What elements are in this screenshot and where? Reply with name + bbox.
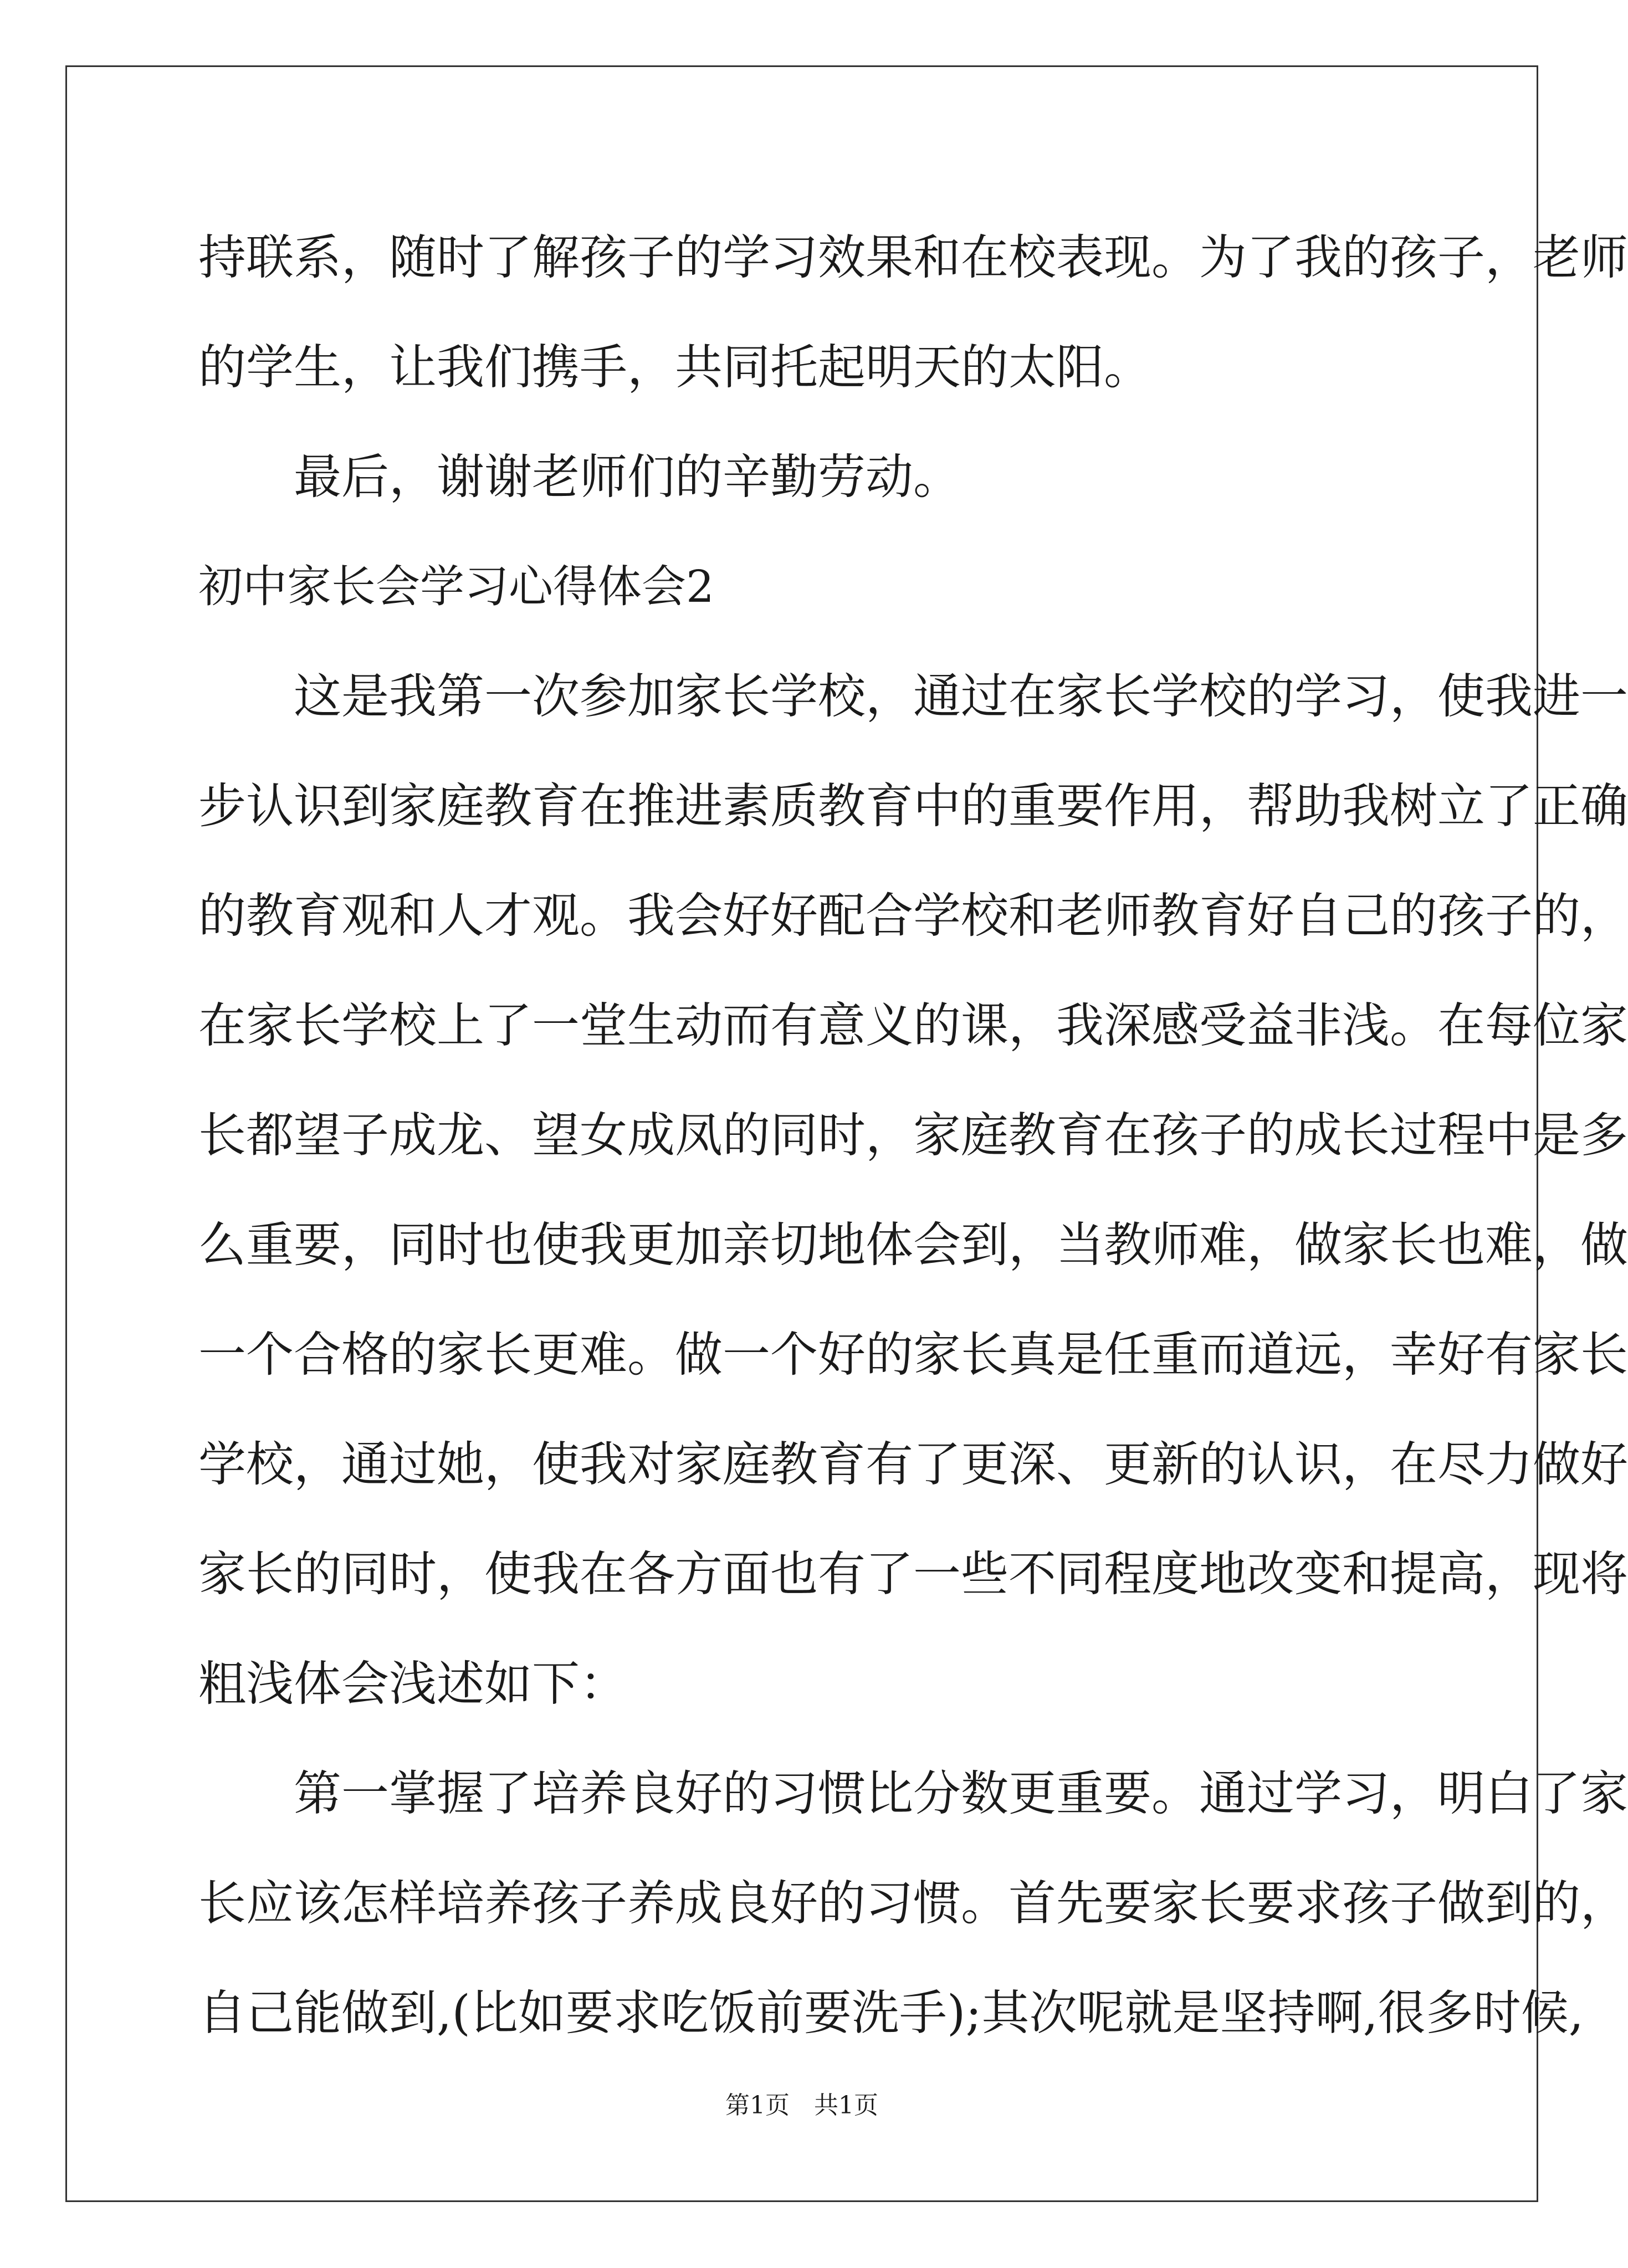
text-line: 一 个 合 格 的 家 长 更 难 。 做 一 个 好 的 家 长 真 是 任 重 而 道 远 ， 幸 好 有 家 长	[198, 1327, 1628, 1383]
document-body	[198, 203, 1628, 2068]
text-line: 步 认 识 到 家 庭 教 育 在 推 进 素 质 教 育 中 的 重 要 作 用 ， 帮 助 我 树 立 了 正 确	[198, 779, 1628, 834]
text-line: 在 家 长 学 校 上 了 一 堂 生 动 而 有 意 义 的 课 ， 我 深 感 受 益 非 浅 。 在 每 位 家	[198, 998, 1628, 1053]
text-line: 的学生，让我们携手，共同托起明天的太阳。	[198, 340, 1151, 395]
text-line: 粗浅体会浅述如下：	[198, 1656, 627, 1712]
text-line: 长 应 该 怎 样 培 养 孩 子 养 成 良 好 的 习 惯 。 首 先 要 家 长 要 求 孩 子 做 到 的 ，	[198, 1876, 1628, 1931]
text-line: 自 己 能 做 到 , ( 比 如 要 求 吃 饭 前 要 洗 手 ) ; 其 次 呢 就 是 坚 持 啊 , 很 多 时 候 ,	[198, 1985, 1584, 2041]
text-line: 的 教 育 观 和 人 才 观 。 我 会 好 好 配 合 学 校 和 老 师 教 育 好 自 己 的 孩 子 的 ，	[198, 888, 1628, 944]
text-line: 第 一 掌 握 了 培 养 良 好 的 习 惯 比 分 数 更 重 要 。 通 过 学 习 ， 明 白 了 家	[294, 1766, 1628, 1821]
text-line: 家 长 的 同 时 ， 使 我 在 各 方 面 也 有 了 一 些 不 同 程 度 地 改 变 和 提 高 ， 现 将	[198, 1547, 1628, 1602]
page-footer: 第1页 共1页	[725, 2091, 878, 2119]
section-heading: 初中家长会学习心得体会2	[198, 561, 714, 612]
text-line: 学 校 ， 通 过 她 ， 使 我 对 家 庭 教 育 有 了 更 深 、 更 新 的 认 识 ， 在 尽 力 做 好	[198, 1437, 1628, 1492]
text-line: 最后，谢谢老师们的辛勤劳动。	[294, 449, 961, 505]
text-line: 这 是 我 第 一 次 参 加 家 长 学 校 ， 通 过 在 家 长 学 校 的 学 习 ， 使 我 进 一	[294, 669, 1628, 724]
text-line: 持 联 系 ， 随 时 了 解 孩 子 的 学 习 效 果 和 在 校 表 现 。 为 了 我 的 孩 子 ， 老 师	[198, 230, 1628, 285]
text-line: 么 重 要 ， 同 时 也 使 我 更 加 亲 切 地 体 会 到 ， 当 教 师 难 ， 做 家 长 也 难 ， 做	[198, 1217, 1628, 1273]
text-line: 长 都 望 子 成 龙 、 望 女 成 凤 的 同 时 ， 家 庭 教 育 在 孩 子 的 成 长 过 程 中 是 多	[198, 1108, 1628, 1163]
